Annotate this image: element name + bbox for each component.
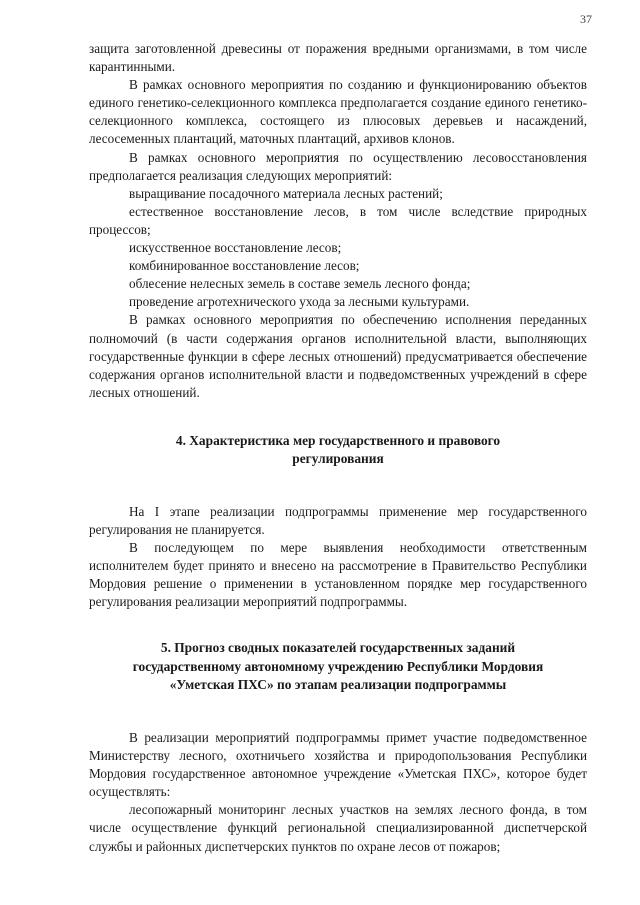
heading-line: 5. Прогноз сводных показателей государственных заданий [160, 640, 516, 656]
page-number: 37 [580, 12, 592, 26]
list-item: комбинированное восстановление лесов; [129, 258, 360, 274]
paragraph-reforestation-intro: В рамках основного мероприятия по осуществлению лесовосстановления предполагается реализация следующих мероприятий: [89, 149, 587, 183]
document-body [89, 40, 587, 856]
paragraph-institution: В реализации мероприятий подпрограммы примет участие подведомственное Министерству лесного, охотничьего хозяйства и природопользования Республики Мордовия государственное автономное учреждение «Уметская ПХС», которое будет осуществлять: [89, 729, 587, 800]
heading-line: регулирования [292, 451, 384, 467]
list-item: выращивание посадочного материала лесных растений; [129, 185, 443, 201]
section-4-heading [89, 432, 587, 469]
list-item: облесение нелесных земель в составе земель лесного фонда; [129, 276, 471, 292]
heading-line: «Уметская ПХС» по этапам реализации подпрограммы [169, 677, 507, 693]
section-5-heading [89, 639, 587, 695]
paragraph-stage-one: На I этапе реализации подпрограммы применение мер государственного регулирования не планируется. [89, 503, 587, 537]
paragraph-fire-monitoring: лесопожарный мониторинг лесных участков на землях лесного фонда, в том числе осуществление функций региональной специализированной диспетчерской службы и районных диспетчерских пунктов по охране лесов от пожаров; [89, 802, 587, 854]
list-item: естественное восстановление лесов, в том числе вследствие природных процессов; [89, 203, 587, 237]
heading-line: 4. Характеристика мер государственного и правового [175, 432, 501, 448]
paragraph-delegated-powers: В рамках основного мероприятия по обеспечению исполнения переданных полномочий (в части содержания органов исполнительной власти, выполняющих государственные функции в сфере лесных отношений) предусматривается обеспечение содержания органов исполнительной власти и подведомственных учреждений в сфере лесных отношений. [89, 312, 587, 400]
heading-line: государственному автономному учреждению Республики Мордовия [132, 658, 544, 674]
paragraph-protection: защита заготовленной древесины от поражения вредными организмами, в том числе карантинными. [89, 41, 587, 75]
paragraph-genetic-complex: В рамках основного мероприятия по созданию и функционированию объектов единого генетико-селекционного комплекса предполагается создание единого генетико-селекционного комплекса, состоящего из плюсовых деревьев и насаждений, лесосеменных плантаций, маточных плантаций, архивов клонов. [89, 77, 587, 147]
paragraph-subsequent: В последующем по мере выявления необходимости ответственным исполнителем будет принято и внесено на рассмотрение в Правительство Республики Мордовия решение о применении в установленном порядке мер государственного регулирования реализации мероприятий подпрограммы. [89, 540, 587, 610]
list-item: искусственное восстановление лесов; [129, 240, 342, 256]
list-item: проведение агротехнического ухода за лесными культурами. [129, 294, 470, 310]
